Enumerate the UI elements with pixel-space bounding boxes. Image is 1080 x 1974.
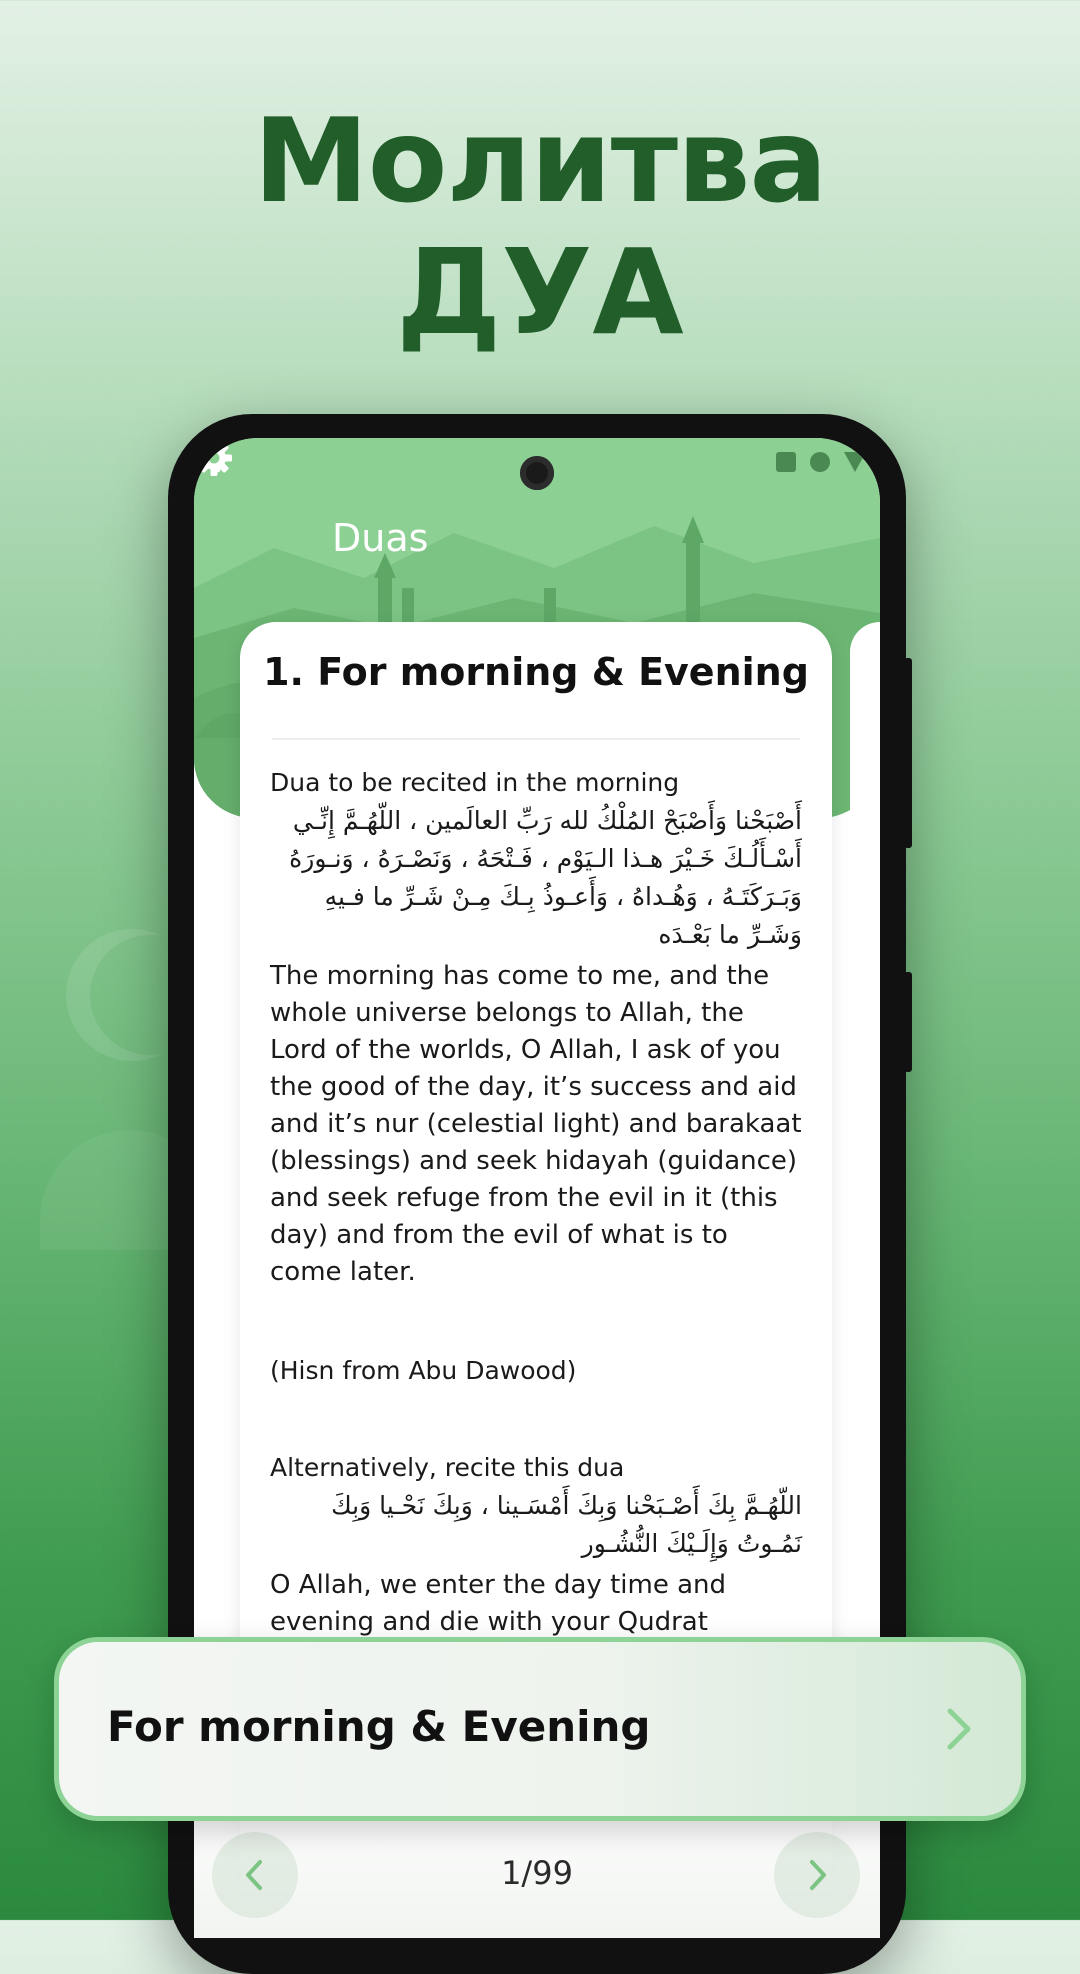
page-title: Duas [332,516,429,560]
gear-icon[interactable] [194,438,234,478]
hadith-source: (Hisn from Abu Dawood) [270,1356,577,1385]
phone-side-button-lower [904,972,912,1072]
page-counter: 1/99 [501,1854,573,1892]
front-camera [520,456,554,490]
dua-name-banner[interactable] [54,1637,1026,1821]
translation-morning: The morning has come to me, and the whole universe belongs to Allah, the Lord of the worlds, O Allah, I ask of you the good of the day, it’s success and aid and it’s nur (celestial light) and barakaat (blessings) and seek hidayah (guidance) and seek refuge from the evil in it (this day) and from the evil of what is to come later. [270,961,802,1287]
notification-circle-icon [810,452,830,472]
next-button[interactable] [774,1832,860,1918]
phone-side-button-upper [904,658,912,848]
signal-triangle-icon [844,452,866,472]
translation-alternative: O Allah, we enter the day time and evening and die with your Qudrat [270,1570,726,1637]
promo-title-line2: ДУА [396,223,684,361]
section-label-morning: Dua to be recited in the morning [270,768,680,797]
arabic-text-morning: أَصْبَحْنا وَأَصْبَحْ المُلْكُ لله رَبِّ العالَمين ، اللّهُـمَّ إِنِّـي أَسْـأَلُـكَ خَـيْرَ هـذا الـيَوْم ، فَـتْحَهُ ، وَنَصْـرَهُ ، وَنـورَهُ وَبَـرَكَتَـهُ ، وَهُـداهُ ، وَأَعـوذُ بِـكَ مِـنْ شَـرِّ ما فـيهِ وَشَـرِّ ما بَعْـدَه [289,806,802,949]
section-label-alternative: Alternatively, recite this dua [270,1453,625,1482]
title-divider [272,738,800,740]
arabic-text-alternative: اللّهُـمَّ بِكَ أَصْـبَحْنا وَبِكَ أَمْسَـينا ، وَبِكَ نَحْـيا وَبِكَ نَمُـوتُ وَإِلَـيْكَ النُّشُـور [331,1491,802,1558]
dua-title: 1. For morning & Evening [263,650,809,694]
promo-title-line1: Молитва [253,94,827,229]
dua-body [270,752,802,1682]
notification-square-icon [776,452,796,472]
chevron-right-icon [943,1706,975,1752]
chevron-right-icon [801,1857,833,1893]
banner-dua-name: For morning & Evening [107,1702,651,1751]
status-bar-icons [776,452,866,472]
